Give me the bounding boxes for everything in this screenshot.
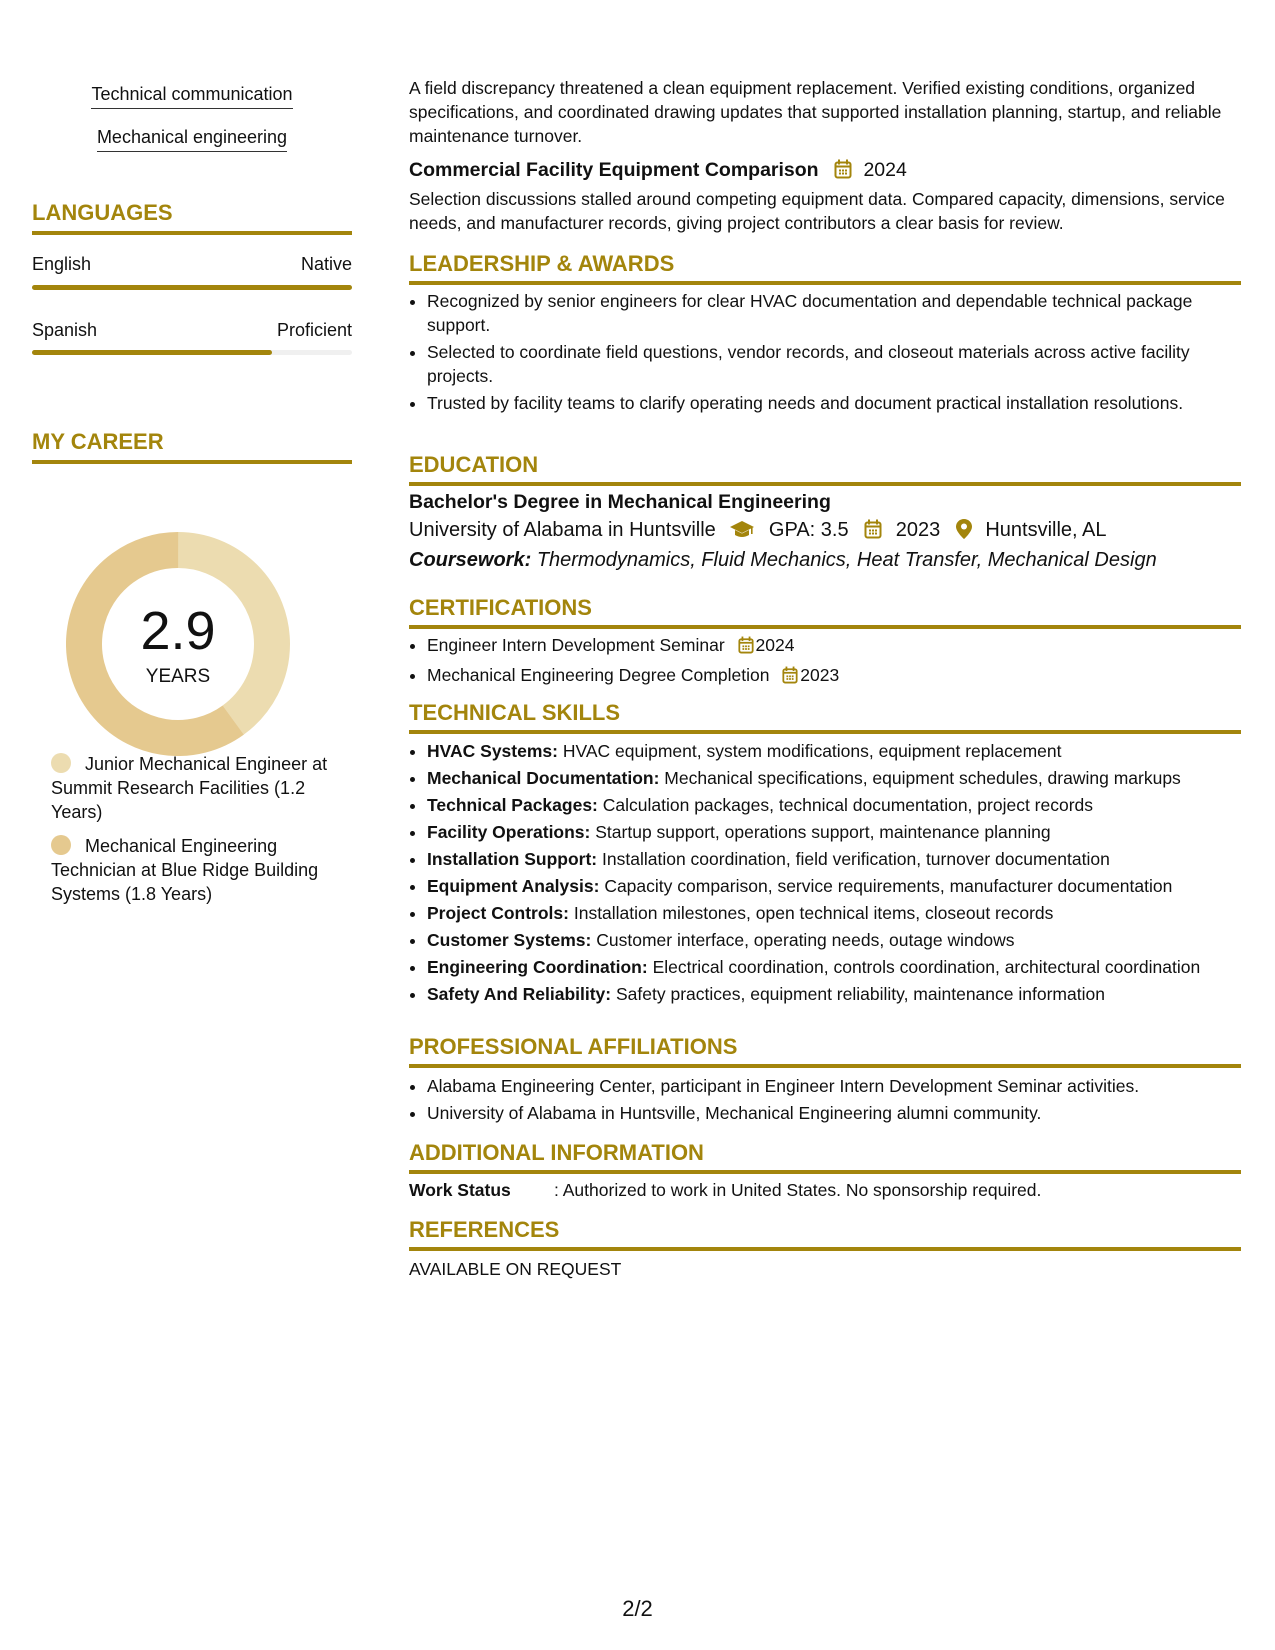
language-level: Proficient	[276, 320, 352, 340]
career-title: MY CAREER	[32, 429, 352, 464]
technical-skills-title: TECHNICAL SKILLS	[409, 700, 1241, 734]
legend-text: Mechanical Engineering Technician at Blue Ridge Building Systems (1.8 Years)	[51, 836, 319, 904]
language-name: English	[32, 254, 92, 274]
list-item: • Engineering Coordination: Electrical coordination, controls coordination, architectural coordination	[427, 955, 1247, 979]
languages-title: LANGUAGES	[32, 200, 352, 235]
project-description: Selection discussions stalled around competing equipment data. Compared capacity, dimensions, service needs, and manufacturer records, giving project contributors a clear basis for review.	[409, 189, 1225, 233]
affiliations-list	[409, 1074, 1247, 1128]
graduation-year: 2023	[895, 519, 941, 541]
calendar-icon	[864, 519, 882, 545]
language-name: Spanish	[32, 320, 98, 340]
coursework	[409, 549, 1157, 572]
list-item: • Equipment Analysis: Capacity comparison, service requirements, manufacturer documentation	[427, 874, 1247, 898]
list-item: • Mechanical Engineering Degree Completion 2023	[427, 663, 1247, 690]
technical-skills-list	[409, 739, 1247, 1009]
list-item: • Project Controls: Installation milestones, open technical items, closeout records	[427, 901, 1247, 925]
leadership-title: LEADERSHIP & AWARDS	[409, 251, 1241, 285]
references-title: REFERENCES	[409, 1217, 1241, 1251]
certifications-list	[409, 633, 1247, 693]
list-item: • Selected to coordinate field questions, vendor records, and closeout materials across active facility projects.	[427, 340, 1247, 388]
work-status	[409, 1178, 1241, 1202]
language-level: Native	[300, 254, 352, 274]
language-proficiency-bar	[32, 350, 352, 355]
language-proficiency-bar	[32, 285, 352, 290]
proficiency-fill	[32, 285, 352, 290]
coursework-label: Coursework:	[409, 549, 532, 571]
list-item: • Customer Systems: Customer interface, operating needs, outage windows	[427, 928, 1247, 952]
skill-tag: Mechanical engineering	[32, 127, 352, 152]
legend-dot	[51, 753, 71, 773]
school-name: University of Alabama in Huntsville	[409, 519, 716, 541]
list-item: • University of Alabama in Huntsville, Mechanical Engineering alumni community.	[427, 1101, 1247, 1125]
calendar-icon	[782, 666, 798, 690]
career-legend-item	[51, 834, 341, 906]
proficiency-fill	[32, 350, 272, 355]
location-pin-icon	[956, 519, 972, 545]
legend-text: Junior Mechanical Engineer at Summit Research Facilities (1.2 Years)	[51, 754, 328, 822]
legend-dot	[51, 835, 71, 855]
affiliations-title: PROFESSIONAL AFFILIATIONS	[409, 1034, 1241, 1068]
additional-info-title: ADDITIONAL INFORMATION	[409, 1140, 1241, 1174]
calendar-icon	[834, 159, 852, 185]
list-item: • Technical Packages: Calculation packages, technical documentation, project records	[427, 793, 1247, 817]
education-details	[409, 519, 1107, 545]
list-item: • Mechanical Documentation: Mechanical specifications, equipment schedules, drawing markups	[427, 766, 1247, 790]
education-title: EDUCATION	[409, 452, 1241, 486]
skill-tag: Technical communication	[32, 84, 352, 109]
project-description: A field discrepancy threatened a clean equipment replacement. Verified existing conditions, organized specifications, and coordinated drawing updates that supported installation planning, startup, and reliable maintenance turnover.	[409, 78, 1222, 146]
list-item: • Alabama Engineering Center, participant in Engineer Intern Development Seminar activities.	[427, 1074, 1247, 1098]
career-total-years: 2.9	[140, 601, 216, 661]
leadership-list	[409, 289, 1247, 418]
list-item: • Installation Support: Installation coordination, field verification, turnover documentation	[427, 847, 1247, 871]
work-status-label: Work Status	[409, 1180, 511, 1200]
list-item: • Trusted by facility teams to clarify operating needs and document practical installation resolutions.	[427, 391, 1247, 415]
gpa: GPA: 3.5	[768, 519, 849, 541]
coursework-text: Thermodynamics, Fluid Mechanics, Heat Transfer, Mechanical Design	[536, 549, 1157, 571]
project-name: Commercial Facility Equipment Comparison	[409, 159, 819, 181]
list-item: • Recognized by senior engineers for clear HVAC documentation and dependable technical package support.	[427, 289, 1247, 337]
language-row	[32, 254, 352, 275]
degree-title: Bachelor's Degree in Mechanical Engineering	[409, 491, 831, 513]
list-item: • Engineer Intern Development Seminar 2024	[427, 633, 1247, 660]
list-item: • HVAC Systems: HVAC equipment, system modifications, equipment replacement	[427, 739, 1247, 763]
page-number: 2/2	[622, 1596, 653, 1621]
graduation-cap-icon	[729, 519, 755, 545]
certifications-title: CERTIFICATIONS	[409, 595, 1241, 629]
career-legend-item	[51, 752, 341, 824]
references-text: AVAILABLE ON REQUEST	[409, 1259, 622, 1279]
project-year: 2024	[863, 159, 907, 181]
list-item: • Safety And Reliability: Safety practices, equipment reliability, maintenance information	[427, 982, 1247, 1006]
project-title	[409, 159, 907, 185]
work-status-value: : Authorized to work in United States. No sponsorship required.	[554, 1180, 1042, 1200]
calendar-icon	[738, 636, 754, 660]
career-unit: YEARS	[145, 666, 211, 687]
language-row	[32, 320, 352, 341]
list-item: • Facility Operations: Startup support, operations support, maintenance planning	[427, 820, 1247, 844]
school-location: Huntsville, AL	[985, 519, 1107, 541]
